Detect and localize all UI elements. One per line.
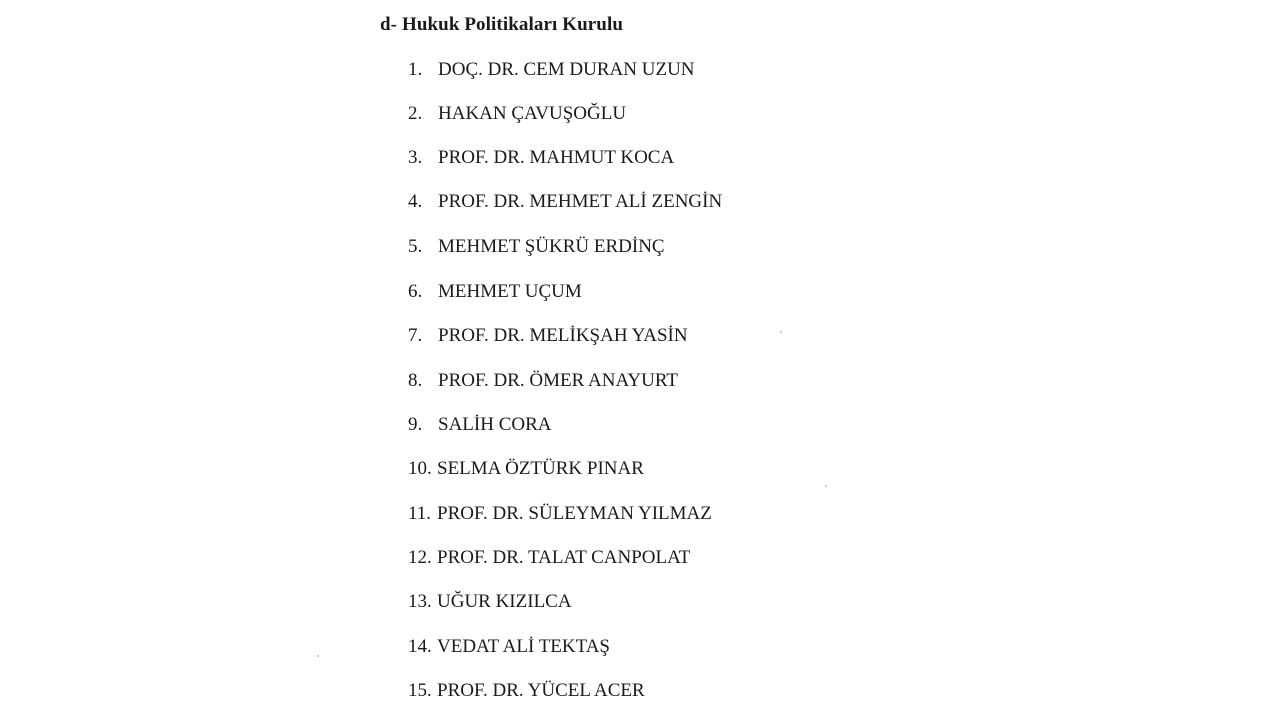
list-item-number: 11.	[408, 503, 432, 524]
list-item-number: 9.	[408, 414, 423, 435]
list-item-name: PROF. DR. MAHMUT KOCA	[438, 147, 675, 168]
list-item	[408, 457, 644, 481]
list-item-name: VEDAT ALİ TEKTAŞ	[437, 636, 610, 657]
list-item-name: SALİH CORA	[438, 414, 552, 435]
list-item	[408, 590, 572, 614]
list-item-number: 15.	[408, 680, 432, 701]
list-item-name: PROF. DR. MELİKŞAH YASİN	[438, 325, 688, 346]
list-item-name: HAKAN ÇAVUŞOĞLU	[438, 103, 627, 124]
list-item-number: 8.	[408, 370, 423, 391]
list-item	[408, 679, 645, 703]
list-item-number: 12.	[408, 547, 432, 568]
list-item	[408, 235, 665, 259]
list-item	[408, 146, 674, 170]
list-item	[408, 546, 690, 570]
list-item-number: 3.	[408, 147, 423, 168]
list-item-name: PROF. DR. YÜCEL ACER	[437, 680, 645, 701]
list-item-number: 7.	[408, 325, 423, 346]
list-item-name: UĞUR KIZILCA	[437, 591, 572, 612]
list-item-number: 10.	[408, 458, 432, 479]
list-item	[408, 58, 695, 82]
list-item-name: PROF. DR. TALAT CANPOLAT	[437, 547, 691, 568]
list-item	[408, 280, 582, 304]
list-item-name: SELMA ÖZTÜRK PINAR	[437, 458, 644, 479]
list-item-name: DOÇ. DR. CEM DURAN UZUN	[438, 59, 695, 80]
list-item-name: PROF. DR. MEHMET ALİ ZENGİN	[438, 191, 723, 212]
list-item-number: 5.	[408, 236, 423, 257]
scan-speck	[825, 485, 827, 487]
list-item-name: PROF. DR. ÖMER ANAYURT	[438, 370, 678, 391]
list-item-number: 6.	[408, 281, 423, 302]
document-heading: d- Hukuk Politikaları Kurulu	[380, 14, 624, 35]
list-item	[408, 190, 722, 214]
list-item	[408, 413, 551, 437]
list-item-name: PROF. DR. SÜLEYMAN YILMAZ	[437, 503, 712, 524]
list-item-number: 4.	[408, 191, 423, 212]
list-item-number: 2.	[408, 103, 423, 124]
list-item	[408, 635, 610, 659]
list-item-name: MEHMET UÇUM	[438, 281, 582, 302]
list-item-number: 1.	[408, 59, 423, 80]
scan-speck	[317, 655, 319, 657]
list-item	[408, 369, 678, 393]
list-item-number: 13.	[408, 591, 432, 612]
list-item	[408, 324, 688, 348]
list-item-name: MEHMET ŞÜKRÜ ERDİNÇ	[438, 236, 665, 257]
list-item-number: 14.	[408, 636, 432, 657]
list-item	[408, 102, 626, 126]
scan-speck	[780, 331, 782, 333]
list-item	[408, 502, 712, 526]
